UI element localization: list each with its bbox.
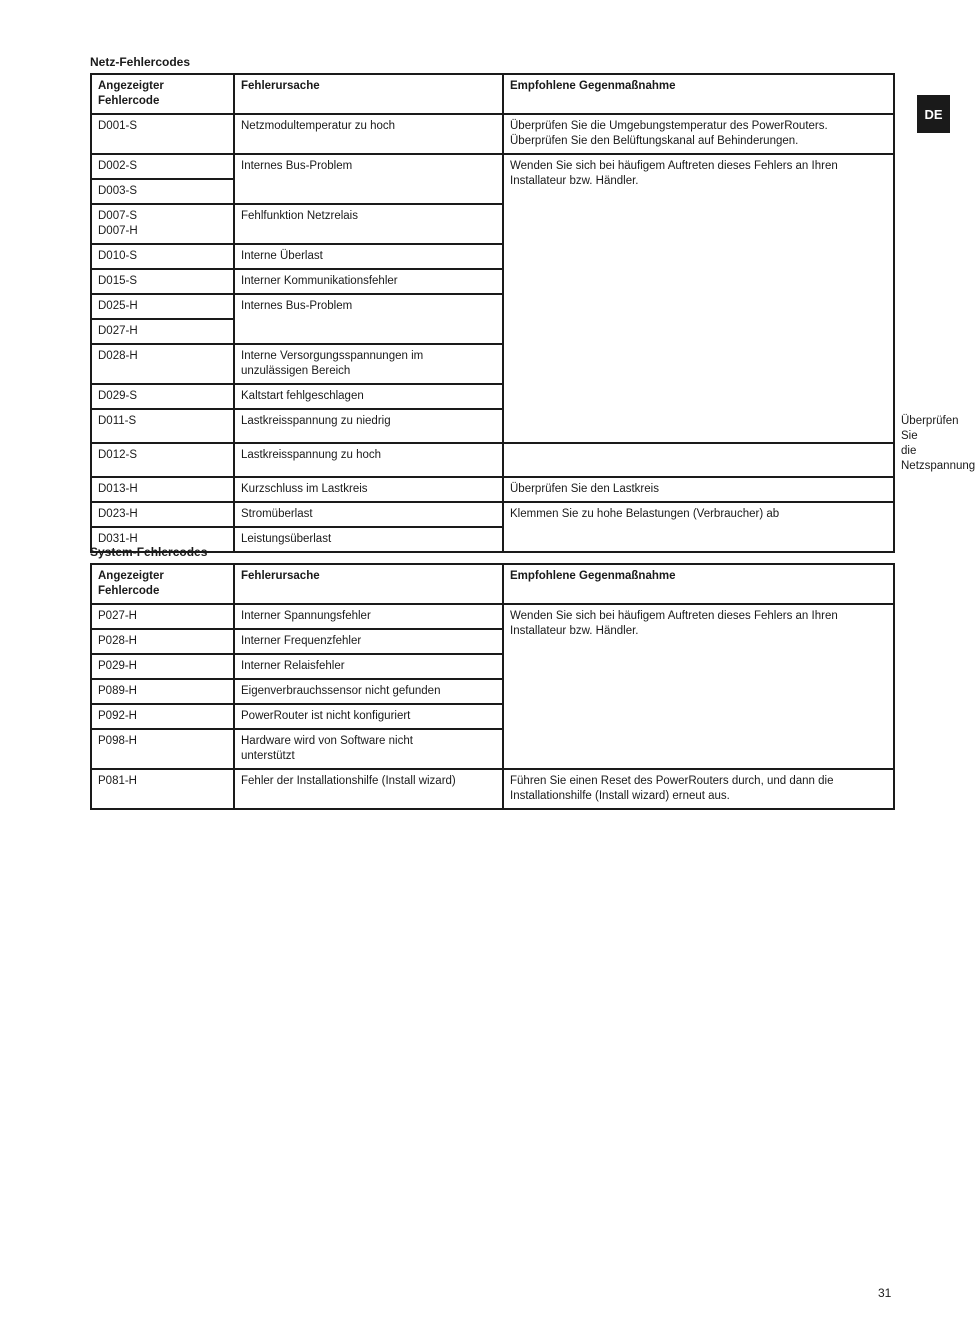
header-code: Angezeigter Fehlercode <box>91 74 234 114</box>
recommended-measure: Wenden Sie sich bei häufigem Auftreten dieses Fehlers an Ihren Installateur bzw. Händler. <box>503 604 894 769</box>
table-row <box>91 769 894 809</box>
table-header-row <box>91 74 894 114</box>
error-cause: Kaltstart fehlgeschlagen <box>234 384 503 409</box>
error-code: D031-H <box>91 527 234 552</box>
error-code: D023-H <box>91 502 234 527</box>
recommended-measure: Klemmen Sie zu hohe Belastungen (Verbraucher) ab <box>503 502 894 552</box>
table-row <box>91 443 894 477</box>
recommended-measure: Wenden Sie sich bei häufigem Auftreten dieses Fehlers an Ihren Installateur bzw. Händler. <box>503 154 894 443</box>
error-cause: Interner Relaisfehler <box>234 654 503 679</box>
table-row <box>91 477 894 502</box>
page-number: 31 <box>878 1286 892 1300</box>
error-code: D029-S <box>91 384 234 409</box>
header-cause: Fehlerursache <box>234 74 503 114</box>
netz-section-title: Netz-Fehlercodes <box>90 55 191 69</box>
header-measure: Empfohlene Gegenmaßnahme <box>503 564 894 604</box>
recommended-measure: Überprüfen Sie die Umgebungstemperatur des PowerRouters. Überprüfen Sie den Belüftungskanal auf Behinderungen. <box>503 114 894 154</box>
error-cause: Hardware wird von Software nicht unterstützt <box>234 729 503 769</box>
error-code: P027-H <box>91 604 234 629</box>
error-cause: Interner Kommunikationsfehler <box>234 269 503 294</box>
error-cause: Kurzschluss im Lastkreis <box>234 477 503 502</box>
error-cause: Interne Überlast <box>234 244 503 269</box>
table-row: D011-S Lastkreisspannung zu niedrig Überprüfen Sie die Netzspannung <box>91 409 894 443</box>
error-code: D028-H <box>91 344 234 384</box>
error-code: D007-S D007-H <box>91 204 234 244</box>
error-code: D003-S <box>91 179 234 204</box>
error-cause: Netzmodultemperatur zu hoch <box>234 114 503 154</box>
error-cause: Eigenverbrauchssensor nicht gefunden <box>234 679 503 704</box>
error-code: D001-S <box>91 114 234 154</box>
error-code: D027-H <box>91 319 234 344</box>
error-cause: Interner Frequenzfehler <box>234 629 503 654</box>
error-code: D025-H <box>91 294 234 319</box>
error-cause: Interner Spannungsfehler <box>234 604 503 629</box>
table-row <box>91 604 894 629</box>
netz-error-table <box>90 73 975 553</box>
error-code: D015-S <box>91 269 234 294</box>
table-row <box>91 502 894 527</box>
error-cause: Internes Bus-Problem <box>234 154 503 204</box>
header-measure: Empfohlene Gegenmaßnahme <box>503 74 894 114</box>
error-cause: Lastkreisspannung zu niedrig <box>234 409 503 443</box>
error-code: P089-H <box>91 679 234 704</box>
error-code: P029-H <box>91 654 234 679</box>
error-code: P081-H <box>91 769 234 809</box>
header-code: Angezeigter Fehlercode <box>91 564 234 604</box>
error-code: D010-S <box>91 244 234 269</box>
recommended-measure: Überprüfen Sie den Lastkreis <box>503 477 894 502</box>
error-code: P092-H <box>91 704 234 729</box>
error-cause: Lastkreisspannung zu hoch <box>234 443 503 477</box>
error-code: P098-H <box>91 729 234 769</box>
error-cause: Stromüberlast <box>234 502 503 527</box>
system-section-title: System-Fehlercodes <box>90 545 208 559</box>
error-code: D002-S <box>91 154 234 179</box>
error-cause: Internes Bus-Problem <box>234 294 503 344</box>
table-row <box>91 114 894 154</box>
error-code: P028-H <box>91 629 234 654</box>
error-cause: PowerRouter ist nicht konfiguriert <box>234 704 503 729</box>
header-cause: Fehlerursache <box>234 564 503 604</box>
system-error-table <box>90 563 895 810</box>
table-row <box>91 154 894 179</box>
error-cause: Fehlfunktion Netzrelais <box>234 204 503 244</box>
table-header-row <box>91 564 894 604</box>
error-code: D011-S <box>91 409 234 443</box>
error-cause: Leistungsüberlast <box>234 527 503 552</box>
error-cause: Interne Versorgungsspannungen im unzulässigen Bereich <box>234 344 503 384</box>
language-tab: DE <box>917 95 950 133</box>
error-code: D012-S <box>91 443 234 477</box>
error-code: D013-H <box>91 477 234 502</box>
recommended-measure: Führen Sie einen Reset des PowerRouters durch, und dann die Installationshilfe (Install wizard) erneut aus. <box>503 769 894 809</box>
error-cause: Fehler der Installationshilfe (Install wizard) <box>234 769 503 809</box>
